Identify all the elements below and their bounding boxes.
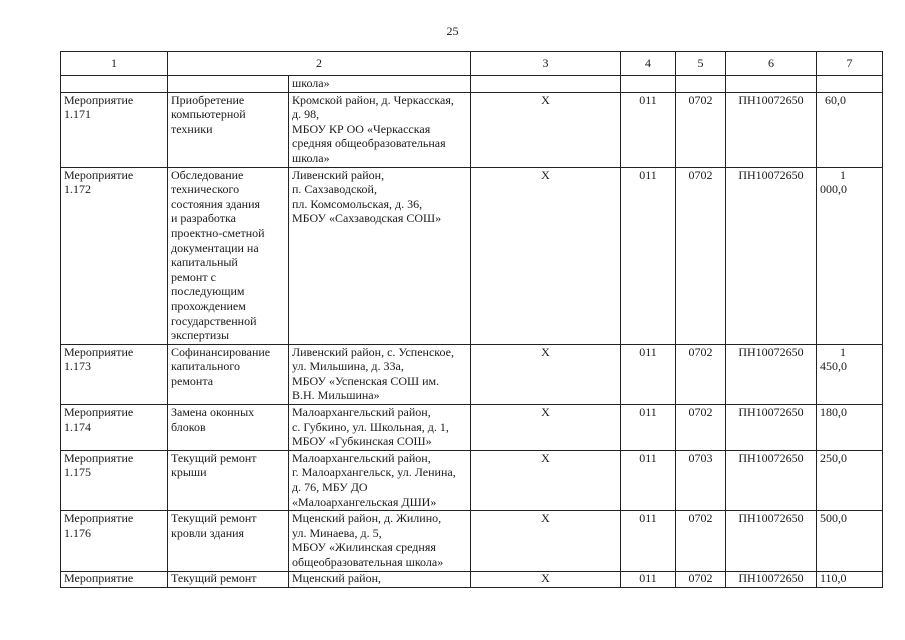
cell-c3: Х (471, 511, 621, 571)
cell-c5: 0702 (676, 571, 726, 587)
cell-c7: 110,0 (817, 571, 883, 587)
cell-event: Мероприятие 1.172 (61, 167, 168, 344)
cell-c4: 011 (621, 511, 676, 571)
table-row (61, 571, 883, 587)
cell-c6: ПН10072650 (726, 511, 817, 571)
cell-c4: 011 (621, 405, 676, 451)
cell-c5: 0702 (676, 511, 726, 571)
cell-event: Мероприятие 1.174 (61, 405, 168, 451)
budget-table (60, 51, 883, 588)
cell-c4: 011 (621, 344, 676, 404)
cell-address: Малоархангельский район, с. Губкино, ул. Школьная, д. 1, МБОУ «Губкинская СОШ» (289, 405, 471, 451)
cell-c7: 60,0 (817, 92, 883, 167)
cell-event (61, 76, 168, 93)
header-cell-2: 2 (168, 52, 471, 76)
cell-c5: 0702 (676, 405, 726, 451)
cell-work: Замена оконных блоков (168, 405, 289, 451)
cell-event: Мероприятие 1.176 (61, 511, 168, 571)
cell-event: Мероприятие 1.175 (61, 450, 168, 510)
cell-event: Мероприятие (61, 571, 168, 587)
header-cell-3: 3 (471, 52, 621, 76)
cell-c3 (471, 76, 621, 93)
table-row (61, 92, 883, 167)
cell-c6: ПН10072650 (726, 405, 817, 451)
header-cell-6: 6 (726, 52, 817, 76)
cell-address: Мценский район, (289, 571, 471, 587)
cell-work: Софинансирование капитального ремонта (168, 344, 289, 404)
header-cell-5: 5 (676, 52, 726, 76)
cell-work: Текущий ремонт крыши (168, 450, 289, 510)
cell-c5: 0703 (676, 450, 726, 510)
cell-work: Приобретение компьютерной техники (168, 92, 289, 167)
cell-c6 (726, 76, 817, 93)
page-number: 25 (446, 24, 459, 38)
header-cell-7: 7 (817, 52, 883, 76)
table-row (61, 511, 883, 571)
table-row (61, 167, 883, 344)
cell-c4: 011 (621, 571, 676, 587)
cell-address: Кромской район, д. Черкасская, д. 98, МБОУ КР ОО «Черкасская средняя общеобразовательная школа» (289, 92, 471, 167)
cell-c7: 1 450,0 (817, 344, 883, 404)
cell-work: Текущий ремонт (168, 571, 289, 587)
cell-c5: 0702 (676, 167, 726, 344)
table-row (61, 344, 883, 404)
cell-c6: ПН10072650 (726, 571, 817, 587)
cell-c3: Х (471, 571, 621, 587)
cell-c4 (621, 76, 676, 93)
cell-c3: Х (471, 344, 621, 404)
table-row (61, 405, 883, 451)
cell-work: Обследование технического состояния здания и разработка проектно-сметной документации на капитальный ремонт с последующим прохождением государственной экспертизы (168, 167, 289, 344)
cell-address: школа» (289, 76, 471, 93)
cell-work (168, 76, 289, 93)
cell-event: Мероприятие 1.173 (61, 344, 168, 404)
cell-work: Текущий ремонт кровли здания (168, 511, 289, 571)
cell-c3: Х (471, 92, 621, 167)
cell-c4: 011 (621, 167, 676, 344)
cell-c7: 250,0 (817, 450, 883, 510)
cell-c5: 0702 (676, 92, 726, 167)
cell-event: Мероприятие 1.171 (61, 92, 168, 167)
cell-c7: 500,0 (817, 511, 883, 571)
header-cell-1: 1 (61, 52, 168, 76)
cell-c7: 180,0 (817, 405, 883, 451)
cell-c5 (676, 76, 726, 93)
header-cell-4: 4 (621, 52, 676, 76)
cell-c6: ПН10072650 (726, 344, 817, 404)
cell-address: Ливенский район, п. Сахзаводской, пл. Комсомольская, д. 36, МБОУ «Сахзаводская СОШ» (289, 167, 471, 344)
table-row (61, 450, 883, 510)
cell-address: Малоархангельский район, г. Малоархангельск, ул. Ленина, д. 76, МБУ ДО «Малоархангельская ДШИ» (289, 450, 471, 510)
cell-c6: ПН10072650 (726, 450, 817, 510)
cell-c7: 1 000,0 (817, 167, 883, 344)
cell-c6: ПН10072650 (726, 167, 817, 344)
cell-c6: ПН10072650 (726, 92, 817, 167)
cell-address: Ливенский район, с. Успенское, ул. Мильшина, д. 33а, МБОУ «Успенская СОШ им. В.Н. Мильшина» (289, 344, 471, 404)
cell-c3: Х (471, 405, 621, 451)
header-row (61, 52, 883, 76)
cell-c5: 0702 (676, 344, 726, 404)
cell-c4: 011 (621, 450, 676, 510)
cell-address: Мценский район, д. Жилино, ул. Минаева, д. 5, МБОУ «Жилинская средняя общеобразовательная школа» (289, 511, 471, 571)
continuation-row (61, 76, 883, 93)
cell-c3: Х (471, 167, 621, 344)
cell-c7 (817, 76, 883, 93)
cell-c3: Х (471, 450, 621, 510)
cell-c4: 011 (621, 92, 676, 167)
